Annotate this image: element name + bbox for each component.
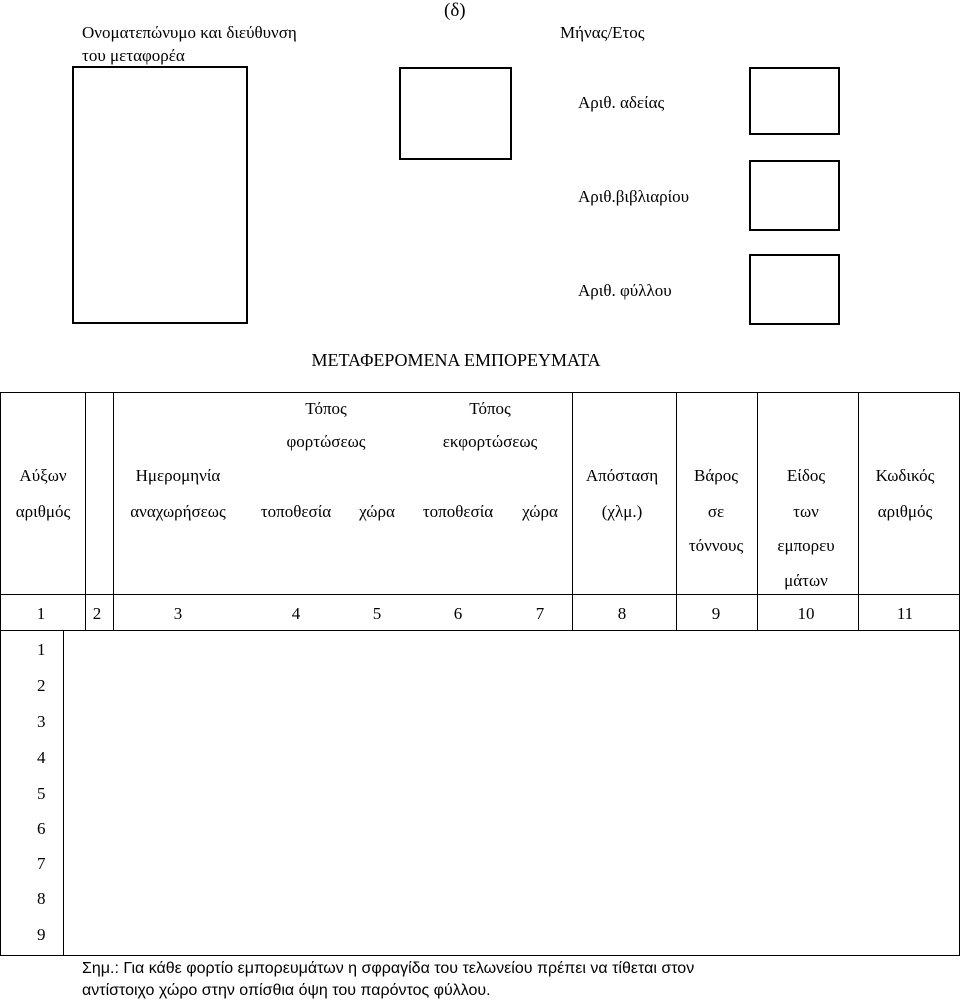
column-number: 7	[535, 604, 545, 623]
carrier-label-line1: Ονοματεπώνυμο και διεύθυνση	[82, 23, 297, 42]
month-year-label: Μήνας/Ετος	[560, 23, 645, 42]
col-distance-line2: (χλμ.)	[601, 502, 643, 521]
row-number: 8	[37, 889, 46, 908]
col-unloading-country: χώρα	[522, 502, 558, 521]
column-number: 8	[617, 604, 627, 623]
row-number: 1	[37, 640, 46, 659]
footer-note-line2: αντίστοιχο χώρο στην οπίσθια όψη του παρόντος φύλλου.	[82, 982, 491, 999]
loading-place-group-line2: φορτώσεως	[286, 432, 366, 451]
col-serial-line1: Αύξων	[19, 466, 67, 485]
col-goods-line3: εμπορευ	[777, 536, 835, 555]
column-numbers-bottom-border	[0, 630, 960, 631]
table-title: ΜΕΤΑΦΕΡΟΜΕΝΑ ΕΜΠΟΡΕΥΜΑΤΑ	[311, 350, 601, 370]
column-number: 2	[92, 604, 102, 623]
col-divider-3	[572, 392, 573, 630]
col-weight-line3: τόννους	[688, 536, 744, 555]
col-date-line1: Ημερομηνία	[135, 466, 221, 485]
sheet-number-label: Αριθ. φύλλου	[578, 281, 672, 300]
carrier-label-line2: του μεταφορέα	[82, 46, 185, 65]
column-number: 5	[372, 604, 382, 623]
column-number: 3	[173, 604, 183, 623]
col-distance-line1: Απόσταση	[585, 466, 659, 485]
column-number: 11	[896, 604, 914, 623]
table-bottom-border	[0, 955, 960, 956]
col-divider-5	[757, 392, 758, 630]
row-number: 5	[37, 784, 46, 803]
header-bottom-border	[0, 594, 960, 595]
col-goods-line2: των	[793, 502, 819, 521]
unloading-place-group-line2: εκφορτώσεως	[442, 432, 538, 451]
license-number-label: Αριθ. αδείας	[578, 93, 665, 112]
row-number: 2	[37, 676, 46, 695]
col-loading-location: τοποθεσία	[260, 502, 332, 521]
column-number: 9	[711, 604, 721, 623]
row-number: 4	[37, 748, 46, 767]
col-unloading-location: τοποθεσία	[422, 502, 494, 521]
unloading-place-group-line1: Τόπος	[469, 399, 511, 418]
col-weight-line2: σε	[707, 502, 725, 521]
col-goods-line4: μάτων	[784, 571, 828, 590]
col-divider-6	[858, 392, 859, 630]
column-number: 1	[36, 604, 46, 623]
col-serial-line2: αριθμός	[15, 502, 71, 521]
col-divider-1	[85, 392, 86, 630]
col-weight-line1: Βάρος	[694, 466, 738, 485]
row-number: 3	[37, 712, 46, 731]
col-divider-2	[113, 392, 114, 630]
column-number: 10	[797, 604, 815, 623]
booklet-number-label: Αριθ.βιβλιαρίου	[578, 187, 690, 206]
col-goods-line1: Είδος	[786, 466, 826, 485]
col-loading-country: χώρα	[359, 502, 395, 521]
col-divider-4	[676, 392, 677, 630]
col-code-line1: Κωδικός	[875, 466, 935, 485]
row-number: 7	[37, 854, 46, 873]
column-number: 6	[453, 604, 463, 623]
loading-place-group-line1: Τόπος	[305, 399, 347, 418]
table-left-border	[0, 392, 1, 956]
col-code-line2: αριθμός	[877, 502, 933, 521]
table-top-border	[0, 392, 960, 393]
footer-note-line1: Σημ.: Για κάθε φορτίο εμπορευμάτων η σφραγίδα του τελωνείου πρέπει να τίθεται στον	[82, 960, 695, 977]
row-number: 9	[37, 925, 46, 944]
row-number-divider	[63, 630, 64, 956]
section-mark: (δ)	[444, 0, 466, 21]
col-date-line2: αναχωρήσεως	[130, 502, 226, 521]
column-number: 4	[291, 604, 301, 623]
row-number: 6	[37, 819, 46, 838]
